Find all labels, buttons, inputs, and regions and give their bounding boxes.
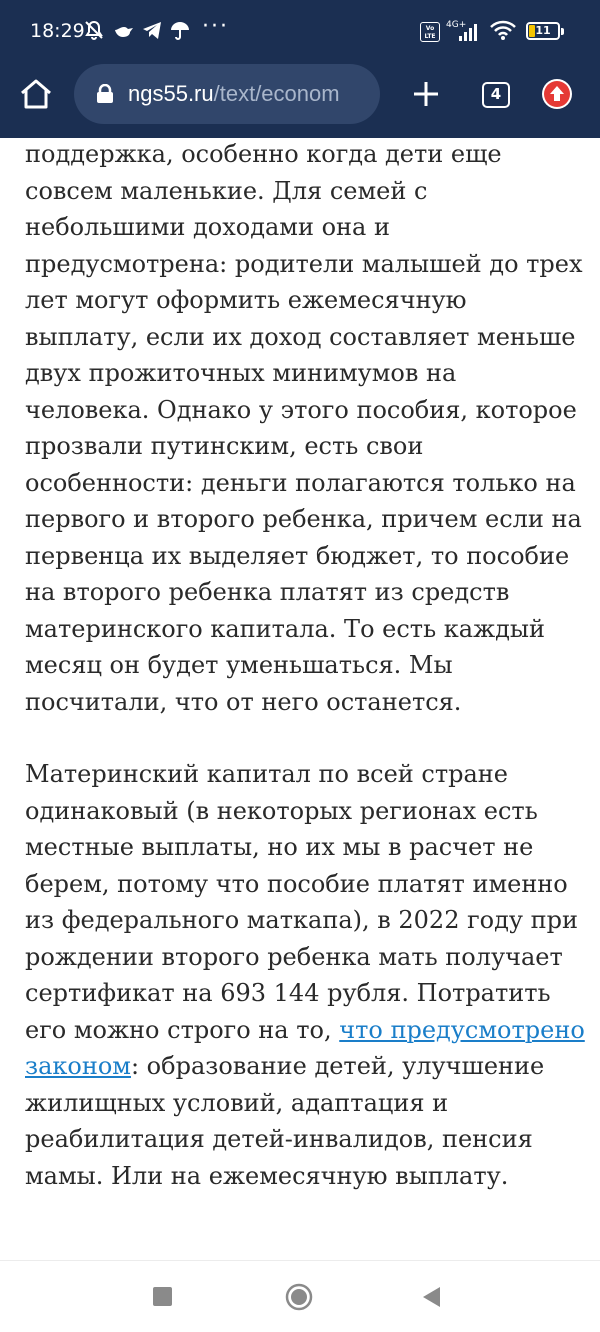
back-icon[interactable]	[420, 1285, 442, 1309]
home-icon	[18, 76, 54, 112]
signal-icon	[448, 20, 484, 44]
wifi-icon	[488, 18, 518, 42]
article-paragraph	[25, 756, 585, 1194]
new-tab-button[interactable]	[408, 76, 444, 112]
status-time: 18:29	[30, 20, 85, 42]
telegram-icon	[140, 18, 164, 42]
more-notifications: ···	[202, 14, 229, 39]
battery-indicator	[526, 22, 560, 40]
battery-level: 11	[535, 24, 551, 37]
system-navigation-bar	[0, 1260, 600, 1332]
address-bar[interactable]	[74, 64, 380, 124]
update-button[interactable]	[542, 79, 572, 109]
url-text	[128, 81, 368, 107]
article-paragraph: поддержка, особенно когда дети еще совсем маленькие. Для семей с небольшими доходами она и предусмотрена: родители малышей до трех лет могут оформить ежемесячную выплату, если их доход составляет меньше двух прожиточных минимумов на человека. Однако у этого пособия, которое прозвали путинским, есть свои особенности: деньги полагаются только на первого и второго ребенка, причем если на первенца их выделяет бюджет, то пособие на второго ребенка платят из средств материнского капитала. То есть каждый месяц он будет уменьшаться. Мы посчитали, что от него останется.	[25, 140, 583, 716]
lock-icon	[96, 84, 114, 104]
plus-icon	[408, 76, 444, 112]
bird-icon	[112, 18, 136, 42]
paragraph-text: Материнский капитал по всей стране одинаковый (в некоторых регионах есть местные выплаты, но их мы в расчет не берем, потому что пособие платят именно из федерального маткапа), в 2022 году при рождении второго ребенка мать получает сертификат на 693 144 рубля. Потратить его можно строго на то,	[25, 760, 579, 1044]
law-link[interactable]: что предусмотрено законом	[25, 1015, 585, 1080]
recents-icon[interactable]	[153, 1287, 172, 1306]
url-domain: ngs55.ru	[128, 81, 214, 106]
url-path: /text/econom	[213, 81, 340, 106]
umbrella-icon	[168, 18, 192, 42]
update-icon	[542, 79, 572, 109]
mute-icon	[82, 18, 106, 42]
article-content	[25, 136, 585, 1230]
tab-switcher-button[interactable]: 4	[482, 82, 510, 108]
home-button[interactable]	[18, 76, 56, 114]
network-type: 4G+	[446, 20, 467, 30]
volte-badge: Vo LTE	[420, 22, 440, 42]
paragraph-text: : образование детей, улучшение жилищных условий, адаптация и реабилитация детей-инвалидов, пенсия мамы. Или на ежемесячную выплату.	[25, 1052, 545, 1190]
browser-toolbar	[0, 0, 600, 138]
home-nav-icon[interactable]	[285, 1283, 313, 1311]
status-bar	[0, 0, 600, 62]
